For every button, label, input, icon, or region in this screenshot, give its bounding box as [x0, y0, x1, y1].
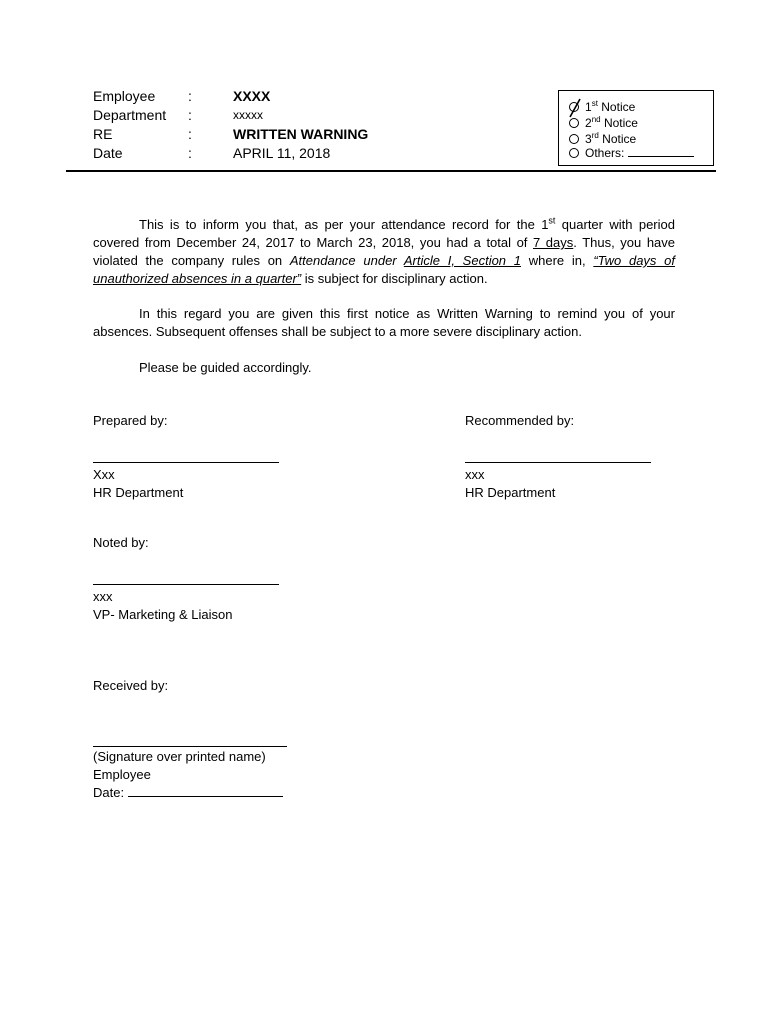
noted-title: VP- Marketing & Liaison — [93, 607, 233, 622]
circle-icon — [569, 134, 579, 144]
received-date-label: Date: — [93, 785, 125, 800]
employee-value: XXXX — [233, 88, 271, 104]
received-by-label: Received by: — [93, 678, 169, 693]
checked-circle-icon — [569, 102, 579, 112]
received-signature-line — [93, 746, 287, 747]
paragraph-1: This is to inform you that, as per your attendance record for the 1st quarter with period covered from December 24, 2017 to March 23, 2018, you had a total of 7 days. Thus, you have violated the company rules on Attendance under Article I, Section 1 where in, “Two days of unauthorized absences in a quarter” is subject for disciplinary action. — [93, 215, 676, 286]
department-value: xxxxx — [233, 108, 263, 122]
paragraph-3: Please be guided accordingly. — [139, 360, 312, 375]
notice-option-3rd[interactable]: 3rd Notice — [569, 128, 636, 144]
colon: : — [188, 107, 192, 123]
date-value: APRIL 11, 2018 — [233, 145, 331, 161]
noted-signature-line — [93, 584, 279, 585]
notice-option-others[interactable]: Others: — [569, 145, 694, 161]
header-divider — [66, 170, 716, 172]
circle-icon — [569, 118, 579, 128]
colon: : — [188, 126, 192, 142]
prepared-name: Xxx — [93, 467, 115, 482]
recommended-name: xxx — [465, 467, 485, 482]
prepared-by-label: Prepared by: — [93, 413, 168, 428]
received-date-row — [93, 784, 283, 802]
re-label: RE — [93, 126, 113, 142]
circle-icon — [569, 148, 579, 158]
recommended-department: HR Department — [465, 485, 556, 500]
employee-label: Employee — [93, 88, 156, 104]
noted-name: xxx — [93, 589, 113, 604]
notice-option-1st[interactable]: 1st Notice — [569, 96, 635, 112]
recommended-signature-line — [465, 462, 651, 463]
prepared-signature-line — [93, 462, 279, 463]
colon: : — [188, 88, 192, 104]
received-date-line[interactable] — [128, 784, 283, 797]
others-blank-line[interactable] — [628, 145, 694, 157]
paragraph-2: In this regard you are given this first notice as Written Warning to remind you of your absences. Subsequent offenses shall be subject to a more severe disciplinary action. — [93, 306, 675, 339]
received-role: Employee — [93, 767, 151, 782]
received-signature-caption: (Signature over printed name) — [93, 749, 266, 764]
date-label: Date — [93, 145, 123, 161]
notice-option-2nd[interactable]: 2nd Notice — [569, 112, 638, 128]
re-value: WRITTEN WARNING — [233, 126, 369, 142]
department-label: Department — [93, 107, 167, 123]
noted-by-label: Noted by: — [93, 535, 149, 550]
recommended-by-label: Recommended by: — [465, 413, 575, 428]
prepared-department: HR Department — [93, 485, 184, 500]
notice-checkbox-group — [558, 90, 714, 166]
colon: : — [188, 145, 192, 161]
